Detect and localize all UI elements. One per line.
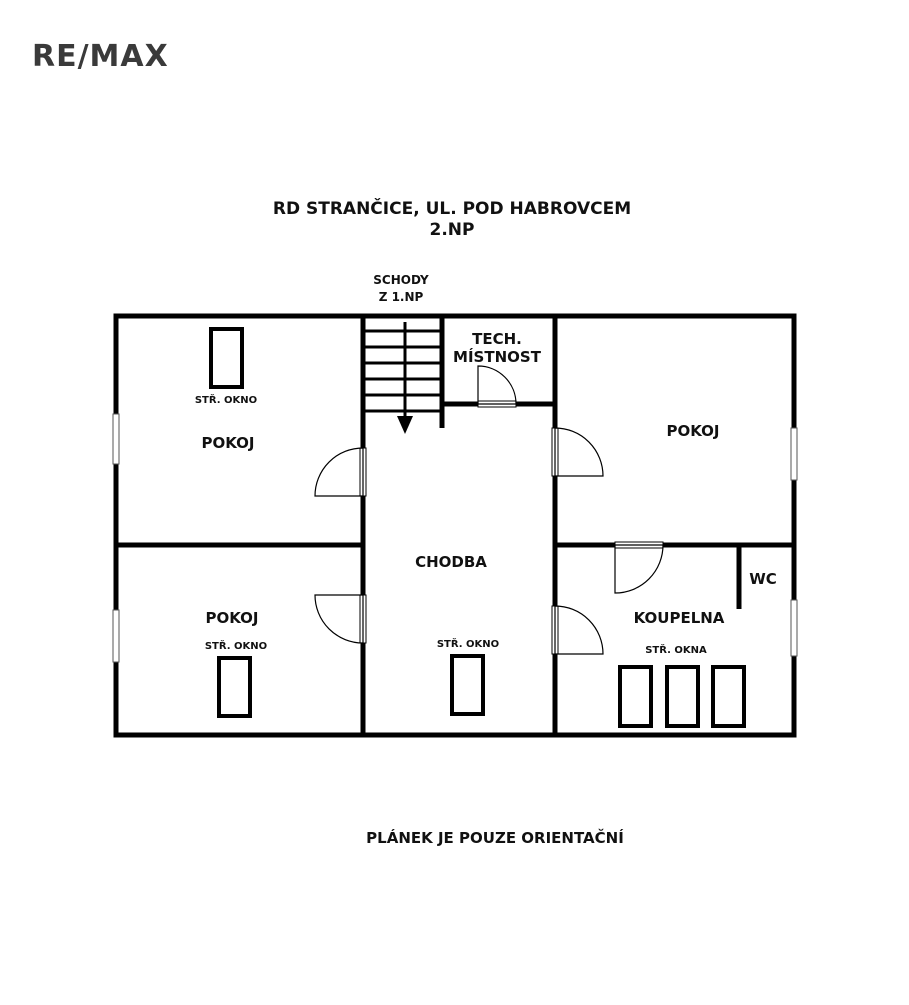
room-label-tech-line1: TECH. bbox=[472, 330, 522, 348]
skylight-chodba bbox=[452, 656, 483, 714]
skylight-label-chodba: STŘ. OKNO bbox=[436, 639, 500, 650]
door-pokoj-bottom-left bbox=[315, 595, 363, 643]
window-left-top bbox=[113, 414, 119, 464]
skylight-koupelna-1 bbox=[620, 667, 651, 726]
door-tech-mistnost bbox=[478, 366, 516, 404]
stairs-arrow-head-icon bbox=[397, 416, 413, 434]
room-label-wc: WC bbox=[749, 570, 777, 588]
remax-logo: RE/MAX bbox=[32, 39, 169, 74]
room-label-chodba: CHODBA bbox=[415, 553, 487, 571]
skylight-label-top-left: STŘ. OKNO bbox=[194, 395, 258, 406]
skylight-top-left bbox=[211, 329, 242, 387]
room-label-pokoj-bottom-left: POKOJ bbox=[205, 609, 259, 627]
skylight-koupelna-2 bbox=[667, 667, 698, 726]
plan-title: RD STRANČICE, UL. POD HABROVCEM bbox=[272, 199, 632, 219]
room-label-pokoj-top-right: POKOJ bbox=[666, 422, 720, 440]
room-label-koupelna: KOUPELNA bbox=[633, 609, 725, 627]
door-koupelna-top bbox=[615, 545, 663, 593]
room-label-tech-line2: MÍSTNOST bbox=[453, 348, 541, 366]
door-koupelna bbox=[555, 606, 603, 654]
window-right-bottom bbox=[791, 600, 797, 656]
skylight-koupelna-3 bbox=[713, 667, 744, 726]
floor-label: 2.NP bbox=[429, 220, 475, 240]
staircase bbox=[365, 322, 442, 434]
skylight-bottom-left bbox=[219, 658, 250, 716]
door-pokoj-top-right bbox=[555, 428, 603, 476]
disclaimer-note: PLÁNEK JE POUZE ORIENTAČNÍ bbox=[366, 829, 624, 847]
doors bbox=[315, 366, 663, 654]
stairs-label-line2: Z 1.NP bbox=[378, 290, 424, 304]
window-left-bottom bbox=[113, 610, 119, 662]
skylight-label-bottom-left: STŘ. OKNO bbox=[204, 641, 268, 652]
stairs-label-line1: SCHODY bbox=[373, 273, 429, 287]
door-pokoj-top-left bbox=[315, 448, 363, 496]
skylight-label-koupelna: STŘ. OKNA bbox=[645, 645, 707, 656]
room-label-pokoj-top-left: POKOJ bbox=[201, 434, 255, 452]
window-right-top bbox=[791, 428, 797, 480]
